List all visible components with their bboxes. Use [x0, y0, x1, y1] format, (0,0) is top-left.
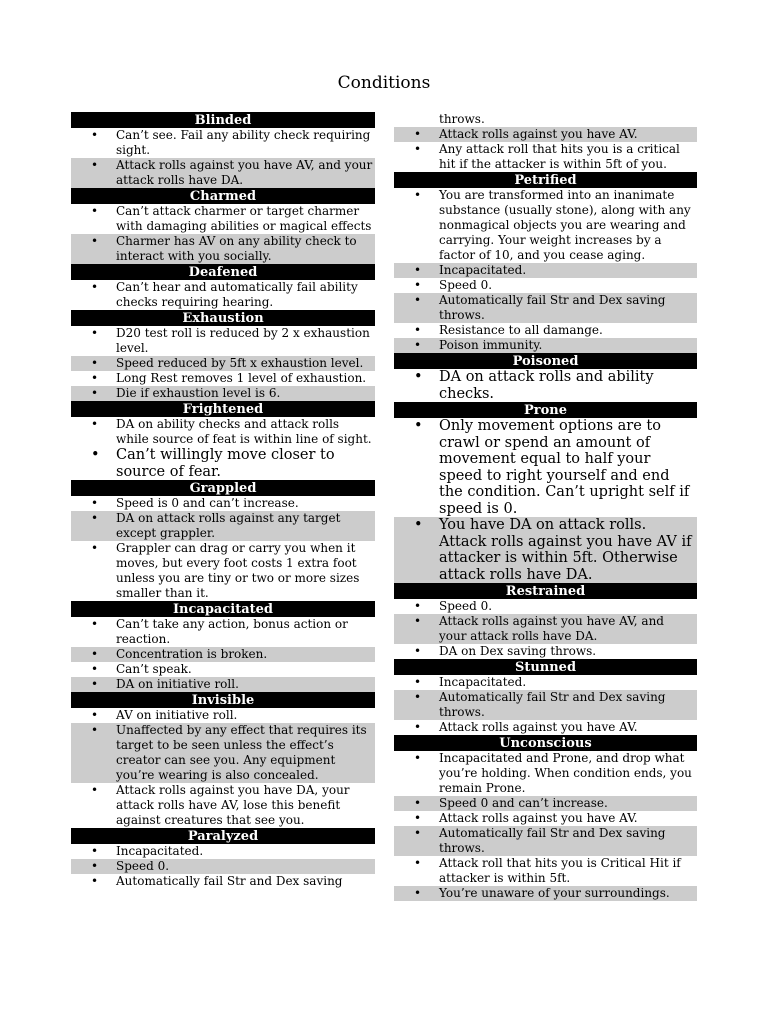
- list-item: • Grappler can drag or carry you when it moves, but every foot costs 1 extra foot unless you are tiny or two or more sizes smaller than it.: [71, 541, 375, 601]
- condition-restrained: [394, 583, 697, 659]
- list-item: • DA on Dex saving throws.: [394, 644, 697, 659]
- list-item: • Only movement options are to crawl or spend an amount of movement equal to half your speed to right yourself and end the condition. Can’t upright self if speed is 0.: [394, 418, 697, 517]
- list-item: • Poison immunity.: [394, 338, 697, 353]
- list-item: • Can’t take any action, bonus action or reaction.: [71, 617, 375, 647]
- condition-header: Poisoned: [394, 353, 697, 369]
- condition-header: Deafened: [71, 264, 375, 280]
- condition-header: Frightened: [71, 401, 375, 417]
- condition-list: [394, 188, 697, 353]
- condition-header: Incapacitated: [71, 601, 375, 617]
- list-item: • Can’t willingly move closer to source of fear.: [71, 447, 375, 480]
- list-item: • Resistance to all damange.: [394, 323, 697, 338]
- list-item: • Automatically fail Str and Dex saving throws.: [394, 690, 697, 720]
- condition-header: Invisible: [71, 692, 375, 708]
- list-item: • Any attack roll that hits you is a critical hit if the attacker is within 5ft of you.: [394, 142, 697, 172]
- condition-header: Restrained: [394, 583, 697, 599]
- condition-grappled: [71, 480, 375, 601]
- list-item: • AV on initiative roll.: [71, 708, 375, 723]
- list-item: • Attack rolls against you have AV.: [394, 127, 697, 142]
- condition-unconscious: [394, 735, 697, 901]
- condition-list: [71, 204, 375, 264]
- condition-list: [394, 418, 697, 583]
- list-item: • You are transformed into an inanimate substance (usually stone), along with any nonmagical objects you are wearing and carrying. Your weight increases by a factor of 10, and you cease aging.: [394, 188, 697, 263]
- list-item: • Can’t hear and automatically fail ability checks requiring hearing.: [71, 280, 375, 310]
- condition-header: Unconscious: [394, 735, 697, 751]
- list-item: • Charmer has AV on any ability check to interact with you socially.: [71, 234, 375, 264]
- list-item: • DA on attack rolls against any target except grappler.: [71, 511, 375, 541]
- list-item: • Long Rest removes 1 level of exhaustion.: [71, 371, 375, 386]
- condition-list: [71, 417, 375, 480]
- list-item: • Automatically fail Str and Dex saving throws.: [394, 826, 697, 856]
- list-item: • Speed 0.: [71, 859, 375, 874]
- condition-header: Grappled: [71, 480, 375, 496]
- condition-charmed: [71, 188, 375, 264]
- list-item: • DA on ability checks and attack rolls while source of feat is within line of sight.: [71, 417, 375, 447]
- list-item: • DA on attack rolls and ability checks.: [394, 369, 697, 402]
- condition-blinded: [71, 112, 375, 188]
- condition-header: Petrified: [394, 172, 697, 188]
- list-item: • Attack rolls against you have DA, your attack rolls have AV, lose this benefit against creatures that see you.: [71, 783, 375, 828]
- condition-list: [71, 280, 375, 310]
- list-item: • Attack rolls against you have AV, and your attack rolls have DA.: [71, 158, 375, 188]
- condition-list: [394, 369, 697, 402]
- list-item: • Incapacitated.: [71, 844, 375, 859]
- list-item: • Speed 0.: [394, 278, 697, 293]
- list-item: • You’re unaware of your surroundings.: [394, 886, 697, 901]
- list-item: • Speed reduced by 5ft x exhaustion level.: [71, 356, 375, 371]
- list-item: • Unaffected by any effect that requires its target to be seen unless the effect’s creator can see you. Any equipment you’re wearing is also concealed.: [71, 723, 375, 783]
- condition-header: Prone: [394, 402, 697, 418]
- condition-frightened: [71, 401, 375, 480]
- condition-petrified: [394, 172, 697, 353]
- condition-list: [71, 844, 375, 889]
- list-item: • Speed 0.: [394, 599, 697, 614]
- condition-list: [71, 128, 375, 188]
- list-item: • Attack rolls against you have AV, and your attack rolls have DA.: [394, 614, 697, 644]
- condition-list: [71, 326, 375, 401]
- condition-incapacitated: [71, 601, 375, 692]
- list-item: • Incapacitated and Prone, and drop what you’re holding. When condition ends, you remain Prone.: [394, 751, 697, 796]
- list-item: • Concentration is broken.: [71, 647, 375, 662]
- condition-paralyzed-continued: [394, 112, 697, 172]
- list-item: • Can’t attack charmer or target charmer with damaging abilities or magical effects: [71, 204, 375, 234]
- condition-header: Paralyzed: [71, 828, 375, 844]
- list-item: • Attack roll that hits you is Critical Hit if attacker is within 5ft.: [394, 856, 697, 886]
- condition-paralyzed: [71, 828, 375, 889]
- condition-stunned: [394, 659, 697, 735]
- condition-list: [394, 599, 697, 659]
- list-item: • Attack rolls against you have AV.: [394, 811, 697, 826]
- list-item: • Can’t speak.: [71, 662, 375, 677]
- continued-text: throws.: [439, 112, 485, 126]
- page-title: Conditions: [337, 73, 431, 93]
- list-item: • Attack rolls against you have AV.: [394, 720, 697, 735]
- list-item: • Die if exhaustion level is 6.: [71, 386, 375, 401]
- condition-exhaustion: [71, 310, 375, 401]
- condition-deafened: [71, 264, 375, 310]
- list-item: • Can’t see. Fail any ability check requiring sight.: [71, 128, 375, 158]
- condition-list: [394, 751, 697, 901]
- left-column: [71, 112, 375, 889]
- condition-list: [71, 708, 375, 828]
- list-item: • You have DA on attack rolls. Attack rolls against you have AV if attacker is within 5ft. Otherwise attack rolls have DA.: [394, 517, 697, 583]
- condition-header: Stunned: [394, 659, 697, 675]
- condition-list: [394, 127, 697, 172]
- right-column: [394, 112, 697, 901]
- list-item: • D20 test roll is reduced by 2 x exhaustion level.: [71, 326, 375, 356]
- condition-poisoned: [394, 353, 697, 402]
- condition-header: Blinded: [71, 112, 375, 128]
- condition-list: [71, 617, 375, 692]
- list-item: • Automatically fail Str and Dex saving throws.: [394, 293, 697, 323]
- list-item: • Speed 0 and can’t increase.: [394, 796, 697, 811]
- list-item: • Speed is 0 and can’t increase.: [71, 496, 375, 511]
- condition-header: Exhaustion: [71, 310, 375, 326]
- condition-list: [71, 496, 375, 601]
- condition-header: Charmed: [71, 188, 375, 204]
- condition-prone: [394, 402, 697, 583]
- list-item: • Incapacitated.: [394, 675, 697, 690]
- list-item: • DA on initiative roll.: [71, 677, 375, 692]
- condition-list: [394, 675, 697, 735]
- list-item: • Automatically fail Str and Dex saving: [71, 874, 375, 889]
- list-item: • Incapacitated.: [394, 263, 697, 278]
- condition-invisible: [71, 692, 375, 828]
